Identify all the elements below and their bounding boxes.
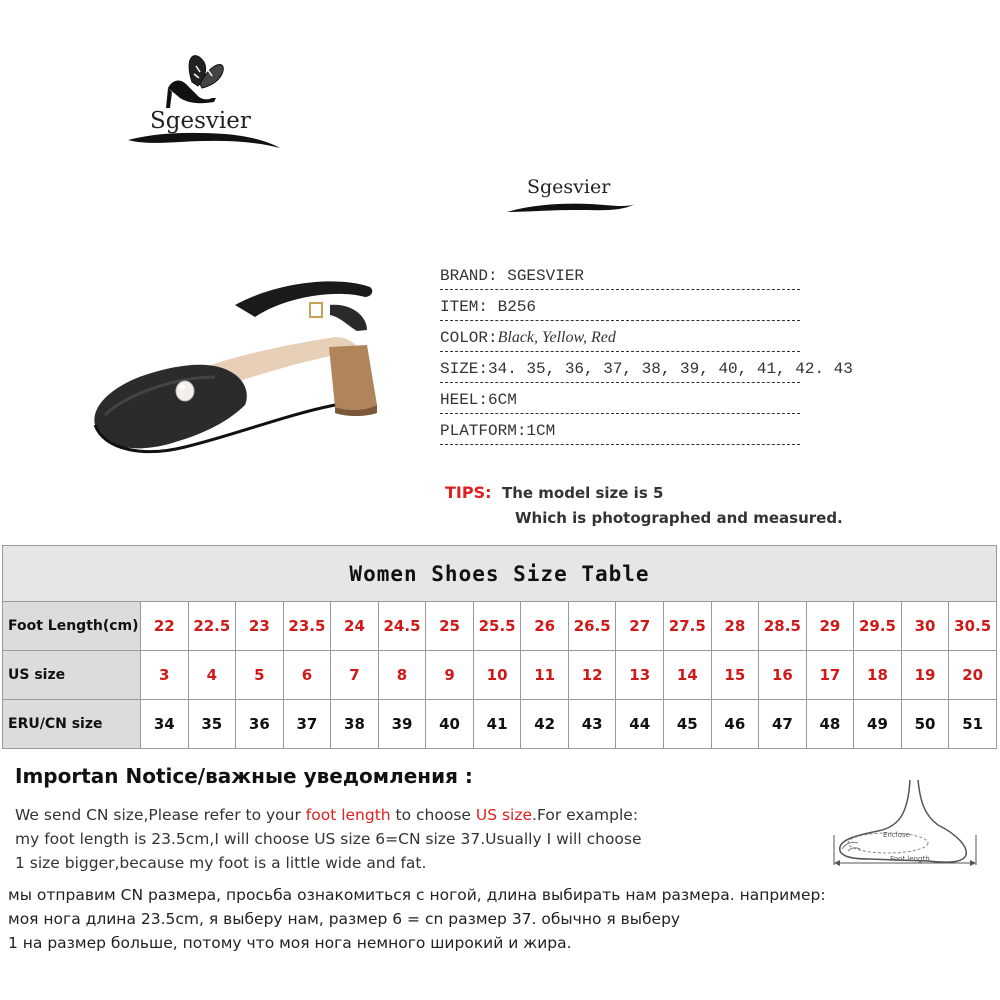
table-cell: 27 — [616, 602, 664, 651]
table-cell: 15 — [711, 651, 759, 700]
table-cell: 18 — [854, 651, 902, 700]
table-cell: 27.5 — [664, 602, 712, 651]
table-cell: 30.5 — [949, 602, 997, 651]
table-cell: 35 — [188, 700, 236, 749]
table-cell: 25 — [426, 602, 474, 651]
table-cell: 30 — [901, 602, 949, 651]
diagram-foot-length-label: Foot length — [890, 855, 930, 863]
table-cell: 26.5 — [568, 602, 616, 651]
table-cell: 24 — [331, 602, 379, 651]
table-cell: 19 — [901, 651, 949, 700]
table-cell: 13 — [616, 651, 664, 700]
table-cell: 43 — [568, 700, 616, 749]
spec-color: COLOR:Black, Yellow, Red — [440, 326, 800, 357]
notice-ru-line-2: моя нога длина 23.5cm, я выберу нам, размер 6 = cn размер 37. обычно я выберу — [8, 910, 681, 928]
table-cell: 6 — [283, 651, 331, 700]
table-cell: 39 — [378, 700, 426, 749]
spec-size: SIZE:34. 35, 36, 37, 38, 39, 40, 41, 42. 43 — [440, 357, 800, 388]
table-cell: 46 — [711, 700, 759, 749]
brand-logo-small-text: Sgesvier — [527, 176, 611, 198]
notice-en-line-3: 1 size bigger,because my foot is a little wide and fat. — [15, 854, 427, 872]
table-cell: 11 — [521, 651, 569, 700]
diagram-enclose-label: Enclose — [883, 831, 910, 839]
size-table-title: Women Shoes Size Table — [3, 546, 997, 602]
table-cell: 28 — [711, 602, 759, 651]
table-cell: 50 — [901, 700, 949, 749]
table-cell: 51 — [949, 700, 997, 749]
spec-color-value: Black, Yellow, Red — [497, 329, 616, 346]
table-cell: 40 — [426, 700, 474, 749]
size-table — [2, 545, 997, 749]
table-cell: 44 — [616, 700, 664, 749]
table-cell: 3 — [141, 651, 189, 700]
row-header: Foot Length(cm) — [3, 602, 141, 651]
notice-ru-line-3: 1 на размер больше, потому что моя нога немного широкий и жира. — [8, 934, 572, 952]
table-cell: 38 — [331, 700, 379, 749]
tips-block — [445, 480, 843, 531]
brand-logo-text: Sgesvier — [150, 108, 251, 134]
notice-en-line-1: We send CN size,Please refer to your foot length to choose US size.For example: — [15, 806, 639, 824]
table-cell: 16 — [759, 651, 807, 700]
foot-icon — [828, 775, 983, 870]
butterfly-heel-icon — [120, 40, 290, 160]
table-cell: 28.5 — [759, 602, 807, 651]
table-cell: 37 — [283, 700, 331, 749]
foot-length-row — [3, 602, 997, 651]
table-cell: 22 — [141, 602, 189, 651]
row-header: US size — [3, 651, 141, 700]
table-cell: 24.5 — [378, 602, 426, 651]
table-cell: 34 — [141, 700, 189, 749]
spec-heel: HEEL:6CM — [440, 388, 800, 419]
table-cell: 49 — [854, 700, 902, 749]
shoe-product-image — [85, 265, 385, 465]
table-cell: 5 — [236, 651, 284, 700]
tips-line-1: The model size is 5 — [501, 484, 664, 502]
table-cell: 48 — [806, 700, 854, 749]
table-cell: 29.5 — [854, 602, 902, 651]
table-cell: 7 — [331, 651, 379, 700]
us-size-row — [3, 651, 997, 700]
foot-measure-diagram — [828, 775, 983, 870]
table-cell: 4 — [188, 651, 236, 700]
tips-label: TIPS: — [445, 483, 492, 502]
brand-logo — [120, 40, 290, 160]
table-cell: 23 — [236, 602, 284, 651]
table-cell: 20 — [949, 651, 997, 700]
spec-brand: BRAND: SGESVIER — [440, 264, 800, 295]
table-cell: 41 — [473, 700, 521, 749]
brand-logo-small — [505, 168, 640, 218]
notice-ru-line-1: мы отправим CN размера, просьба ознакомиться с ногой, длина выбирать нам размера. например: — [8, 886, 826, 904]
tips-line-2: Which is photographed and measured. — [515, 509, 843, 527]
eu-cn-size-row — [3, 700, 997, 749]
product-specs — [440, 264, 853, 450]
notice-russian — [8, 883, 826, 955]
table-cell: 47 — [759, 700, 807, 749]
table-cell: 8 — [378, 651, 426, 700]
table-cell: 29 — [806, 602, 854, 651]
table-cell: 14 — [664, 651, 712, 700]
spec-platform: PLATFORM:1CM — [440, 419, 800, 450]
table-cell: 26 — [521, 602, 569, 651]
row-header: ERU/CN size — [3, 700, 141, 749]
notice-english — [15, 803, 642, 875]
table-cell: 17 — [806, 651, 854, 700]
table-cell: 36 — [236, 700, 284, 749]
notice-title: Importan Notice/важные уведомления : — [15, 764, 473, 788]
table-cell: 42 — [521, 700, 569, 749]
spec-item: ITEM: B256 — [440, 295, 800, 326]
notice-en-line-2: my foot length is 23.5cm,I will choose US size 6=CN size 37.Usually I will choose — [15, 830, 642, 848]
table-cell: 12 — [568, 651, 616, 700]
table-cell: 22.5 — [188, 602, 236, 651]
table-cell: 45 — [664, 700, 712, 749]
table-cell: 23.5 — [283, 602, 331, 651]
table-cell: 10 — [473, 651, 521, 700]
table-cell: 9 — [426, 651, 474, 700]
table-cell: 25.5 — [473, 602, 521, 651]
